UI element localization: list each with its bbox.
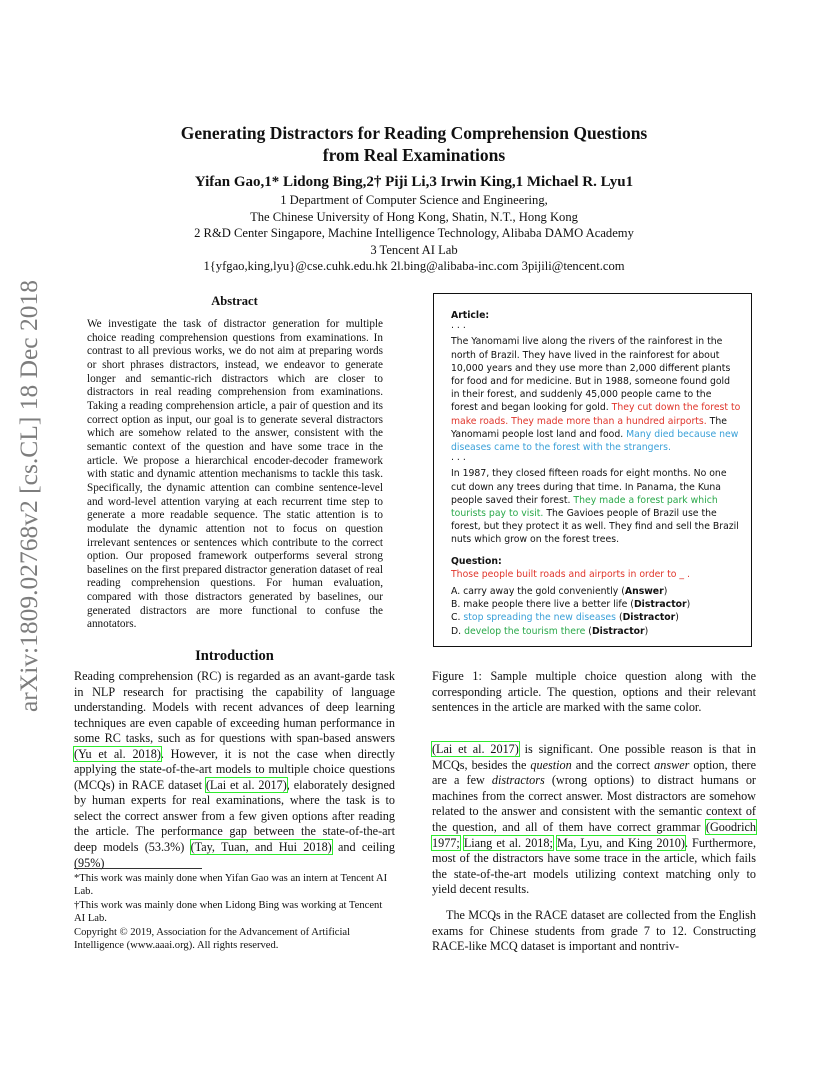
figure-1-caption: Figure 1: Sample multiple choice question along with the corresponding article. The question, options and their relevant sentences in the article are marked with the same color.: [432, 669, 756, 715]
option-text-green: develop the tourism there: [464, 625, 586, 637]
abstract-text: We investigate the task of distractor generation for multiple choice reading comprehension questions from examinations. In contrast to all previous works, we do not aim at preparing words or short phrases distractors, instead, we endeavor to generate longer and semantic-rich distractors which are closer to distractors in real reading comprehension from examinations. Taking a reading comprehension article, a pair of question and its correct option as input, our goal is to generate several distractors which are somehow related to the answer, consistent with the semantic context of the question and have some trace in the article. We propose a hierarchical encoder-decoder framework with static and dynamic attention mechanisms to tackle this task. Specifically, the dynamic attention can combine sentence-level and word-level attention varying at each recurrent time step to generate a more readable sequence. The static attention is to modulate the dynamic attention not to focus on question irrelevant sentences or sentences which contribute to the correct option. Our proposed framework outperforms several strong baselines on the first prepared distractor generation dataset of real reading comprehension questions. For human evaluation, compared with those distractors generated by baselines, our generated distractors are more functional to confuse the annotators.: [87, 318, 383, 631]
affiliation-line: 3 Tencent AI Lab: [370, 242, 458, 257]
citation-link[interactable]: (Lai et al. 2017): [205, 777, 287, 792]
citation-link[interactable]: Liang et al. 2018;: [463, 835, 553, 850]
option-b: [451, 598, 741, 611]
arxiv-stamp: [14, 279, 44, 713]
option-tag: Answer: [624, 586, 664, 598]
introduction-heading: Introduction: [195, 648, 274, 664]
option-close: ): [675, 612, 679, 624]
citation-link[interactable]: (Goodrich 1977;: [432, 819, 756, 850]
affiliations: [74, 192, 754, 275]
option-text: D.: [451, 625, 465, 637]
arxiv-stamp-text: arXiv:1809.02768v2 [cs.CL] 18 Dec 2018: [14, 279, 43, 713]
body-text: (wrong options) to distract humans or machines from the correct answer. Most distractors are somehow related to the answer and consistent with the semantic context of the question, and all of them have correct grammar: [432, 773, 756, 834]
option-d: D. develop the tourism there (Distractor): [451, 625, 649, 637]
footnote-rule: [74, 868, 202, 869]
body-text: . Furthermore, most of the distractors have some trace in the article, which fails the state-of-the-art models utilizing context matching only to yield decent results.: [432, 835, 757, 897]
author-list: Yifan Gao,1* Lidong Bing,2† Piji Li,3 Irwin King,1 Michael R. Lyu1: [194, 174, 634, 190]
title-line-2: from Real Examinations: [322, 145, 506, 165]
article-text: The Yanomami people lost land and food.: [451, 415, 727, 440]
intro-text: , elaborately designed by human experts for real examinations, where the task is to select the correct answer from a few given options after reading the article. The performance gap between the state-of-the-art deep models (53.3%): [74, 777, 396, 855]
affiliation-line: 1 Department of Computer Science and Engineering,: [280, 193, 548, 207]
ellipsis: · · ·: [451, 455, 466, 467]
paper-title: [74, 122, 754, 166]
option-close: ): [663, 586, 668, 598]
intro-text: and ceiling (95%): [74, 840, 395, 870]
option-tag: Distractor: [633, 599, 687, 611]
ellipsis: · · ·: [451, 323, 466, 335]
footnote-1: *This work was mainly done when Yifan Gao was an intern at Tencent AI Lab.: [74, 873, 388, 898]
intro-text: . However, it is not the case when directly applying the state-of-the-art models to multiple choice questions (MCQs) in RACE dataset: [74, 746, 395, 792]
body-text: and the correct: [571, 757, 655, 772]
option-tag: Distractor: [622, 612, 676, 624]
body-text-italic: answer: [654, 757, 690, 772]
intro-text: Reading comprehension (RC) is regarded as an avant-garde task in NLP research for practising the capability of language understanding. Models with recent advances of deep learning techniques are even capable of exceeding human performance in some RC tasks, such as for questions with span-based answers: [74, 669, 395, 746]
question-label: Question:: [451, 555, 502, 567]
affiliation-line: The Chinese University of Hong Kong, Shatin, N.T., Hong Kong: [250, 209, 578, 224]
citation-link[interactable]: Ma, Lyu, and King 2010): [556, 835, 685, 850]
title-line-1: Generating Distractors for Reading Comprehension Questions: [180, 123, 648, 143]
citation-link[interactable]: (Lai et al. 2017): [432, 742, 519, 756]
figure-1-box: [433, 293, 752, 647]
affiliation-emails: 1{yfgao,king,lyu}@cse.cuhk.edu.hk 2l.bing@alibaba-inc.com 3pijili@tencent.com: [203, 259, 625, 274]
option-text-blue: stop spreading the new diseases: [463, 612, 616, 624]
body-text-italic: question: [530, 757, 572, 772]
citation-link[interactable]: (Yu et al. 2018): [74, 746, 161, 761]
option-text: B. make people there live a better life (: [451, 599, 634, 611]
article-label: Article:: [451, 310, 490, 321]
article-text: The Yanomami live along the rivers of the rainforest in the north of Brazil. They have lived in the rainforest for about 10,000 years and they use more than 2,000 different plants for food and for medicine. But in 1988, someone found gold in their forest, and suddenly 45,000 people came to the forest and began looking for gold.: [451, 336, 731, 414]
option-a: [451, 585, 741, 598]
option-c: C. stop spreading the new diseases (Distractor): [451, 612, 679, 624]
option-close: ): [686, 599, 691, 611]
option-text: A. carry away the gold conveniently (: [451, 586, 625, 598]
option-text: C.: [451, 612, 464, 624]
citation-link[interactable]: (Tay, Tuan, and Hui 2018): [190, 840, 332, 855]
article-text-green: They made a forest park which tourists pay to visit.: [451, 494, 718, 520]
article-paragraph-1: [451, 335, 741, 454]
body-text: is significant. One possible reason is that in MCQs, besides the: [432, 742, 756, 772]
question-text: Those people built roads and airports in order to _ .: [451, 568, 690, 580]
footnotes: [74, 872, 395, 952]
abstract-heading: Abstract: [211, 294, 258, 308]
affiliation-line: 2 R&D Center Singapore, Machine Intelligence Technology, Alibaba DAMO Academy: [194, 226, 634, 241]
article-text: The Gavioes people of Brazil use the forest, but they protect it as well. They find and sell the Brazil nuts which grow on the forest trees.: [451, 508, 739, 546]
article-text: In 1987, they closed fifteen roads for eight months. No one cut down any trees during that time. In Panama, the Kuna people saved their forest.: [451, 468, 727, 506]
article-text-red: They cut down the forest to make roads. They made more than a hundred airports.: [451, 402, 741, 427]
copyright-notice: Copyright © 2019, Association for the Advancement of Artificial Intelligence (www.aaai.org). All rights reserved.: [74, 926, 351, 952]
body-text: option, there are a few: [432, 757, 757, 788]
article-paragraph-2: [451, 467, 741, 546]
footnote-2: †This work was mainly done when Lidong Bing was working at Tencent AI Lab.: [74, 899, 383, 925]
body-paragraph: The MCQs in the RACE dataset are collected from the English exams for Chinese students from grade 7 to 12. Constructing RACE-like MCQ dataset is important and nontriv-: [432, 908, 756, 954]
introduction-paragraph: [74, 669, 395, 871]
body-paragraph: [432, 742, 756, 898]
option-close: ): [644, 625, 649, 637]
body-text-italic: distractors: [491, 773, 545, 788]
option-tag: Distractor: [591, 625, 645, 637]
article-text-blue: Many died because new diseases came to the forest with the strangers.: [451, 428, 739, 454]
